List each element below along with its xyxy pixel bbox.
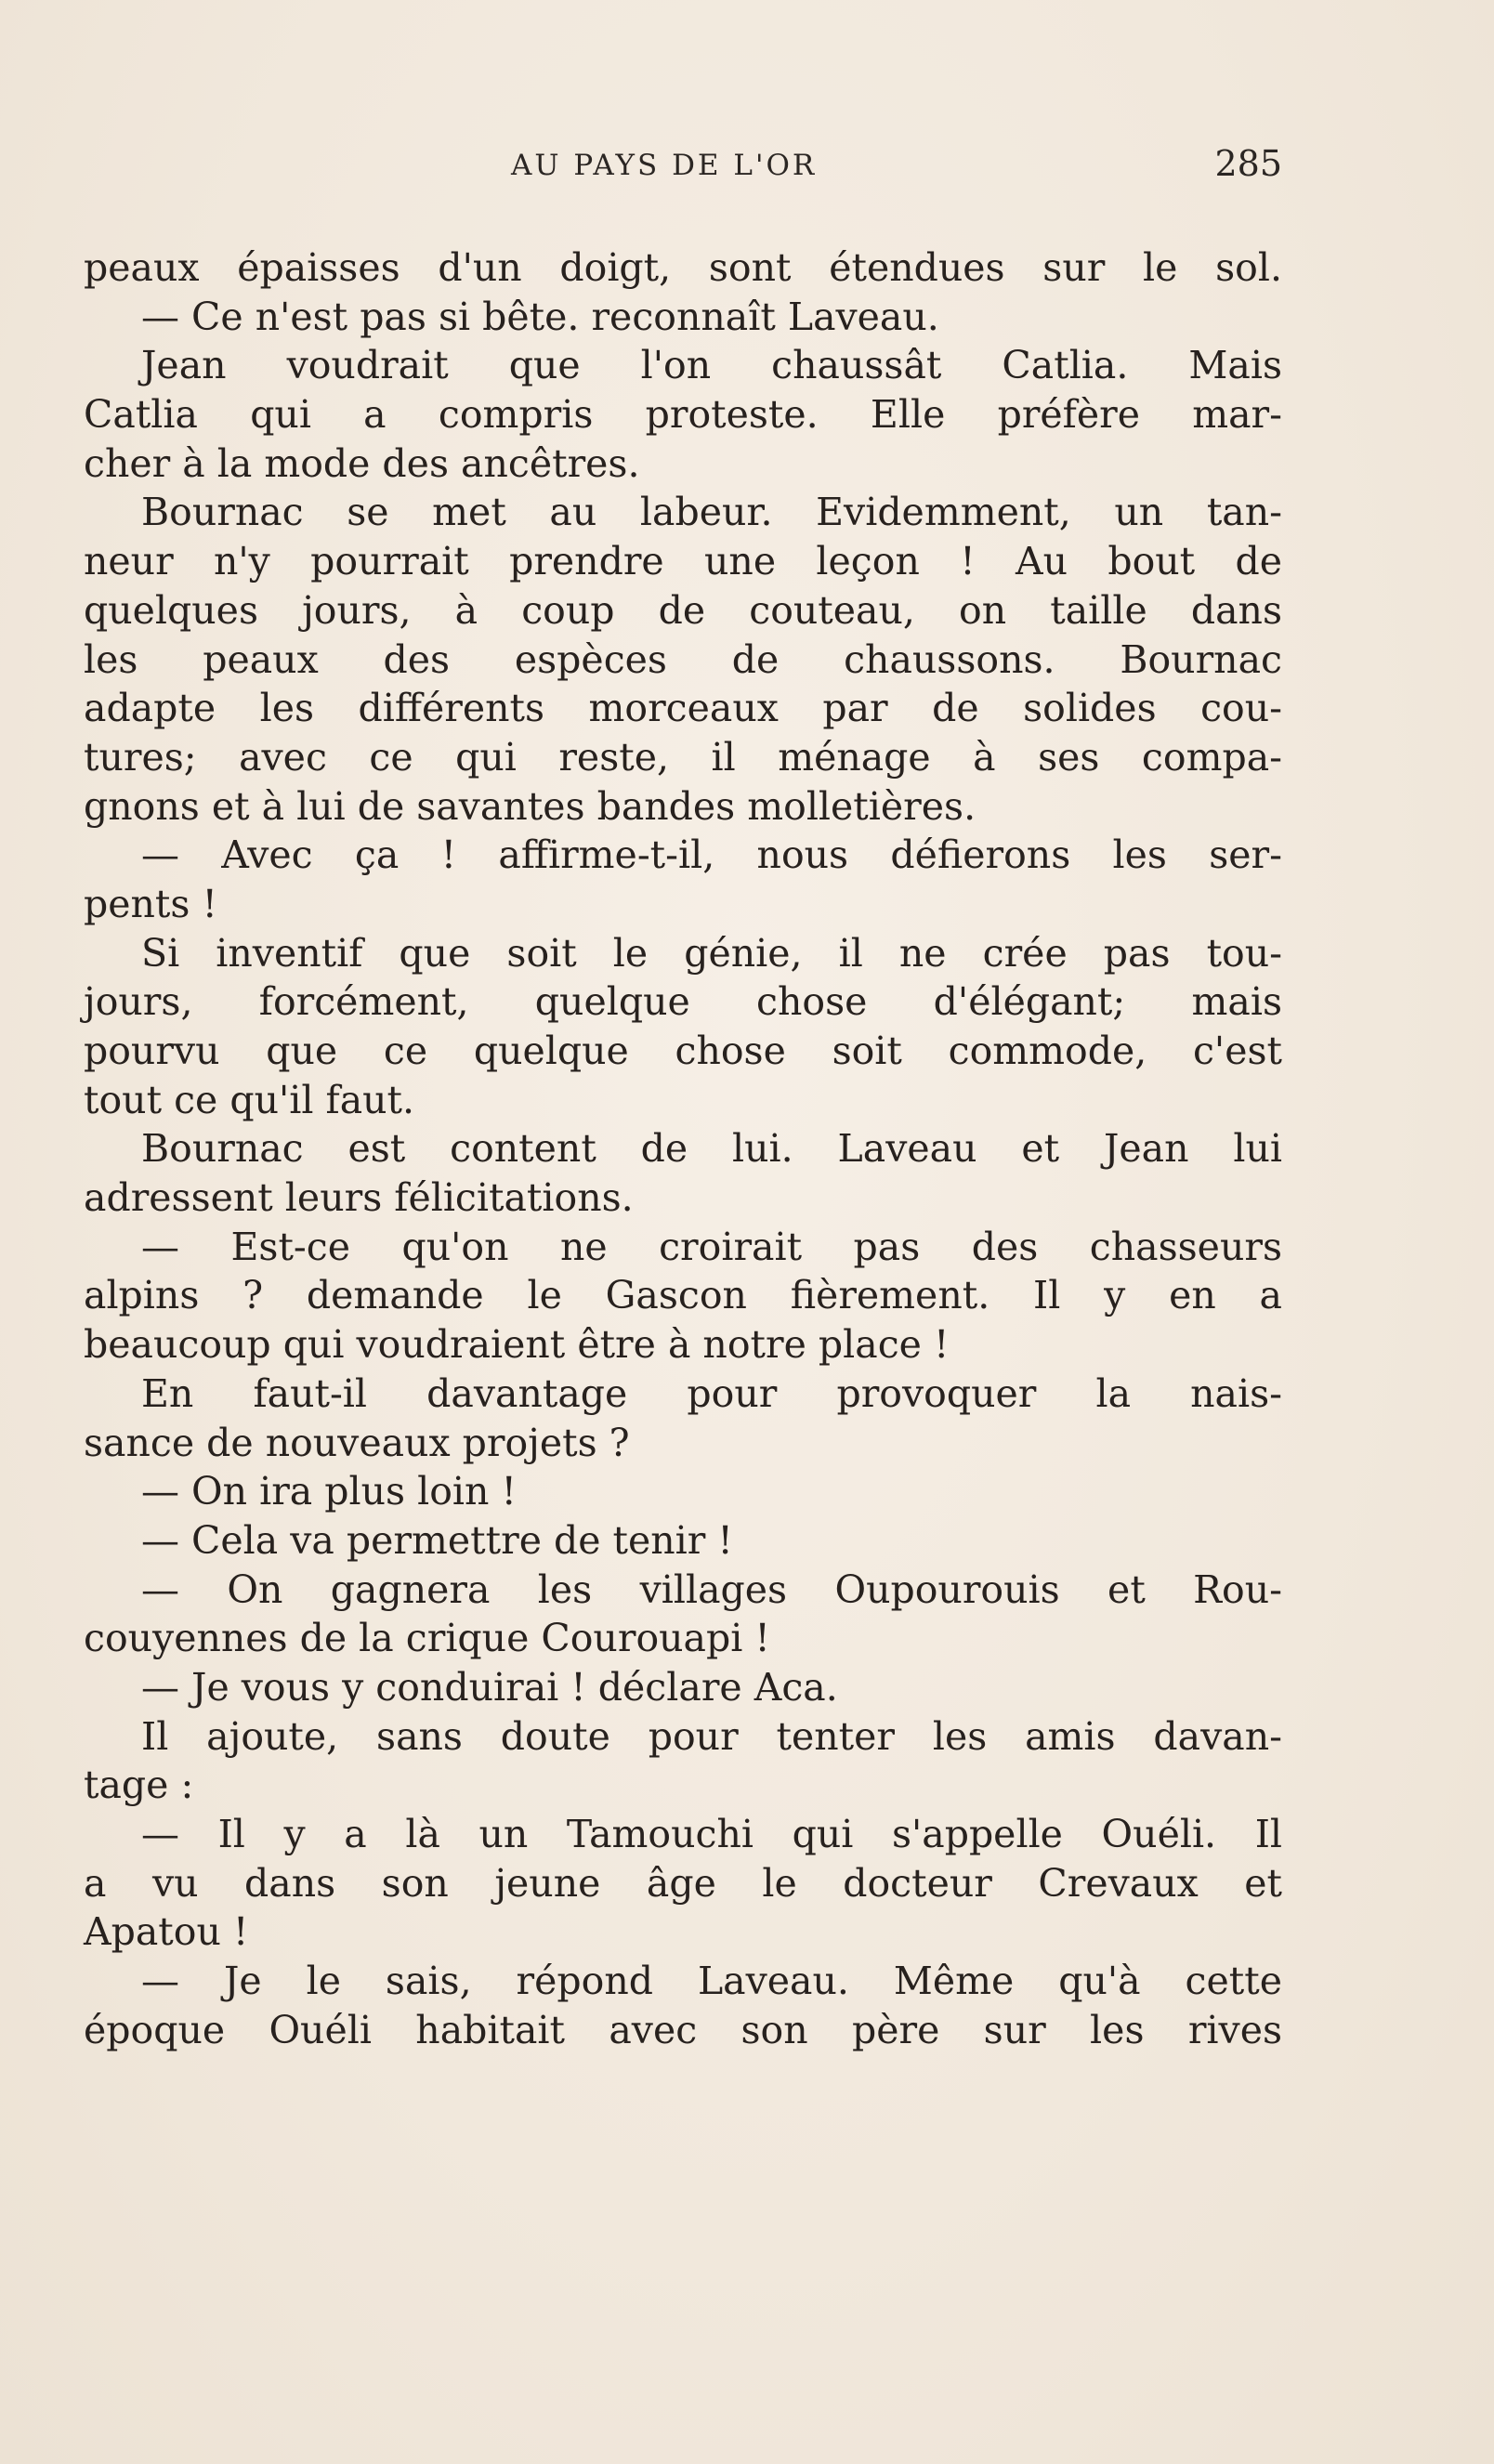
text-line: — Cela va permettre de tenir ! [141, 1517, 733, 1563]
text-line: gnons et à lui de savantes bandes molletières. [84, 783, 976, 829]
text-line: — Je le sais, répond Laveau. Même qu'à cette [141, 1959, 1282, 2004]
text-line: En faut-il davantage pour provoquer la nais- [141, 1370, 1282, 1416]
text-line: Si inventif que soit le génie, il ne crée pas tou- [141, 930, 1282, 976]
text-line: — Ce n'est pas si bête. reconnaît Laveau. [141, 294, 939, 339]
text-line: jours, forcément, quelque chose d'élégant; mais [84, 979, 1282, 1025]
text-line: pourvu que ce quelque chose soit commode, c'est [84, 1029, 1282, 1073]
text-line: Bournac se met au labeur. Evidemment, un tan- [141, 490, 1282, 535]
text-line: neur n'y pourrait prendre une leçon ! Au bout de [84, 539, 1282, 584]
body-text [84, 243, 1282, 2054]
text-line: — Je vous y conduirai ! déclare Aca. [141, 1664, 838, 1710]
page-header [84, 139, 1282, 195]
text-line: tage : [84, 1763, 194, 1808]
text-line: les peaux des espèces de chaussons. Bournac [84, 636, 1282, 682]
running-title: AU PAYS DE L'OR [511, 149, 818, 182]
text-line: Apatou ! [84, 1909, 249, 1955]
text-line: Il ajoute, sans doute pour tenter les amis davan- [141, 1713, 1282, 1759]
text-line: adapte les différents morceaux par de solides cou- [84, 686, 1282, 731]
text-line: peaux épaisses d'un doigt, sont étendues sur le sol. [84, 245, 1282, 290]
page-number: 285 [1214, 143, 1282, 184]
text-line: époque Ouéli habitait avec son père sur les rives [84, 2007, 1282, 2052]
text-line: couyennes de la crique Courouapi ! [84, 1616, 770, 1661]
text-line: tures; avec ce qui reste, il ménage à ses compa- [84, 734, 1282, 780]
text-line: tout ce qu'il faut. [84, 1077, 415, 1122]
text-line: beaucoup qui voudraient être à notre place ! [84, 1322, 950, 1368]
text-line: — Est-ce qu'on ne croirait pas des chasseurs [141, 1224, 1282, 1269]
text-line: cher à la mode des ancêtres. [84, 440, 640, 486]
text-line: adressent leurs félicitations. [84, 1175, 634, 1221]
text-line: — Avec ça ! affirme-t-il, nous défierons les ser- [141, 832, 1282, 878]
text-line: Catlia qui a compris proteste. Elle préfère mar- [84, 392, 1282, 438]
text-line: Jean voudrait que l'on chaussât Catlia. Mais [141, 343, 1282, 388]
text-line: — Il y a là un Tamouchi qui s'appelle Ouéli. Il [141, 1812, 1282, 1856]
text-line: a vu dans son jeune âge le docteur Crevaux et [84, 1860, 1282, 1906]
text-line: pents ! [84, 881, 217, 926]
text-line: — On ira plus loin ! [141, 1469, 517, 1514]
text-line: Bournac est content de lui. Laveau et Jean lui [141, 1126, 1282, 1172]
text-line: — On gagnera les villages Oupourouis et Rou- [141, 1566, 1282, 1612]
text-line: quelques jours, à coup de couteau, on taille dans [84, 587, 1282, 633]
text-line: sance de nouveaux projets ? [84, 1420, 630, 1465]
text-line: alpins ? demande le Gascon fièrement. Il y en a [84, 1273, 1282, 1318]
